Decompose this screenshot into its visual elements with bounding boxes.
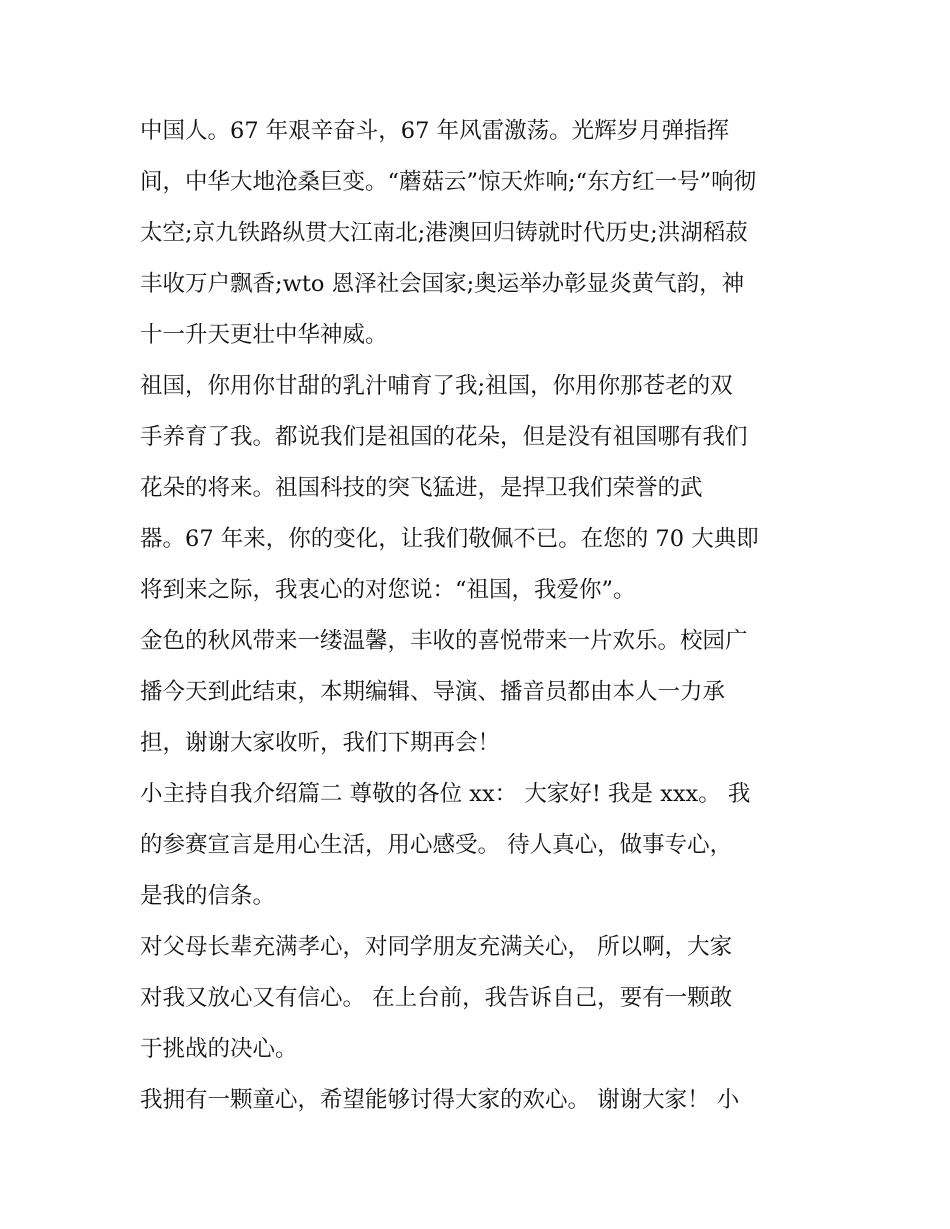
text-line: 间，中华大地沧桑巨变。“蘑菇云”惊天炸响;“东方红一号”响彻 [140, 169, 757, 195]
document-body [140, 106, 820, 1126]
text-line: 中国人。67 年艰辛奋斗，67 年风雷激荡。光辉岁月弹指挥 [140, 118, 730, 144]
text-line: 太空;京九铁路纵贯大江南北;港澳回归铸就时代历史;洪湖稻菽 [140, 220, 748, 246]
text-line: 对父母长辈充满孝心，对同学朋友充满关心， 所以啊，大家 [140, 934, 733, 960]
text-line: 手养育了我。都说我们是祖国的花朵，但是没有祖国哪有我们 [140, 424, 748, 450]
text-line: 祖国，你用你甘甜的乳汁哺育了我;祖国，你用你那苍老的双 [140, 373, 733, 399]
text-line: 将到来之际，我衷心的对您说：“祖国，我爱你”。 [140, 577, 636, 603]
text-line: 十一升天更壮中华神威。 [140, 322, 388, 348]
text-line: 对我又放心又有信心。 在上台前，我告诉自己，要有一颗敢 [140, 985, 733, 1011]
text-line: 播今天到此结束，本期编辑、导演、播音员都由本人一力承 [140, 679, 726, 705]
text-line: 于挑战的决心。 [140, 1036, 298, 1062]
text-line: 是我的信条。 [140, 883, 276, 909]
text-line: 器。67 年来，你的变化，让我们敬佩不已。在您的 70 大典即 [140, 526, 759, 552]
text-line: 丰收万户飘香;wto 恩泽社会国家;奥运举办彰显炎黄气韵，神 [140, 271, 745, 297]
text-line: 担，谢谢大家收听，我们下期再会！ [140, 730, 501, 756]
text-line: 的参赛宣言是用心生活，用心感受。 待人真心，做事专心， [140, 832, 733, 858]
text-line: 金色的秋风带来一缕温馨，丰收的喜悦带来一片欢乐。校园广 [140, 628, 748, 654]
text-line: 小主持自我介绍篇二 尊敬的各位 xx： 大家好! 我是 xxx。 我 [140, 781, 751, 807]
text-line: 我拥有一颗童心，希望能够讨得大家的欢心。 谢谢大家！ 小 [140, 1087, 740, 1113]
text-line: 花朵的将来。祖国科技的突飞猛进，是捍卫我们荣誉的武 [140, 475, 703, 501]
